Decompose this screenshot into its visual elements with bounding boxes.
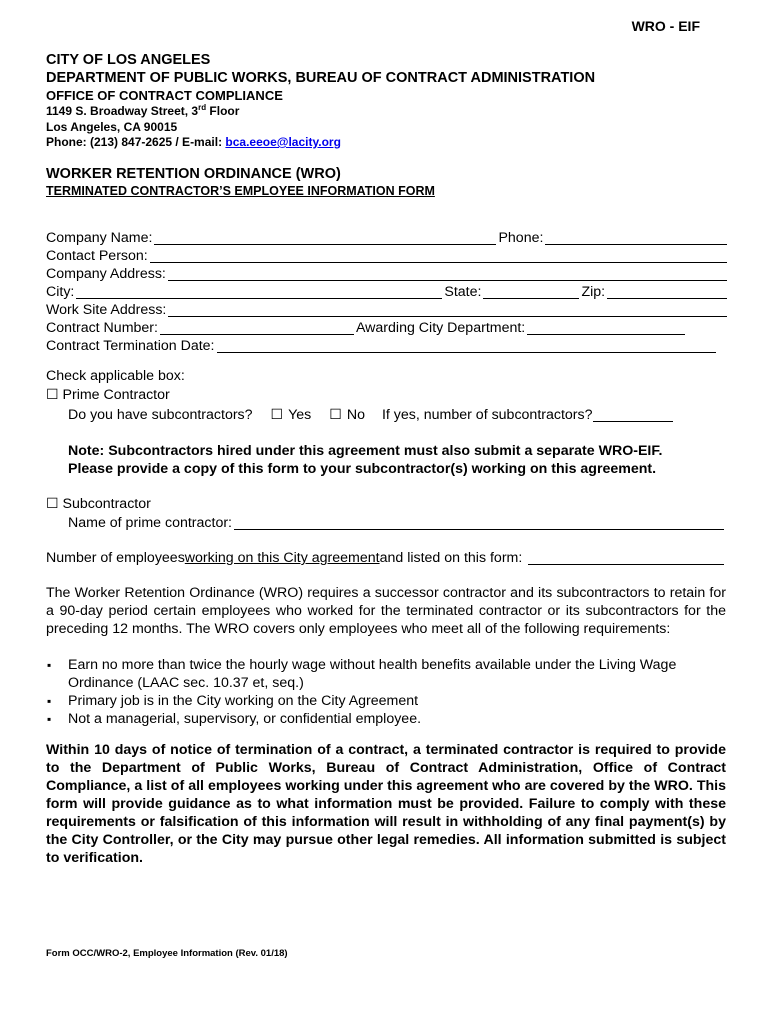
awarding-dept-label: Awarding City Department: [355,320,526,336]
subcontractor-note: Note: Subcontractors hired under this agreement must also submit a separate WRO-EIF. Please provide a copy of this form to your subcontractor(s) working on this agreement. [68,443,663,477]
contact-person-row [46,246,729,264]
employee-count-field[interactable] [528,550,724,565]
yes-label: Yes [288,407,312,423]
email-link[interactable]: bca.eeoe@lacity.org [225,135,341,149]
phone-label: Phone: [498,230,544,246]
contract-number-field[interactable] [160,320,354,335]
awarding-dept-field[interactable] [527,320,685,335]
if-yes-label: If yes, number of subcontractors? [381,407,593,423]
termination-date-row [46,336,718,354]
requirements-list [46,656,726,728]
list-item: ▪ Primary job is in the City working on the City Agreement [46,692,726,710]
prime-contractor-option: ☐ Prime Contractor [46,386,170,403]
no-checkbox[interactable]: ☐ [329,406,342,422]
form-footer: Form OCC/WRO-2, Employee Information (Rev. 01/18) [46,948,288,959]
form-code: WRO - EIF [631,18,700,34]
prime-contractor-checkbox[interactable]: ☐ [46,386,59,402]
phone-field[interactable] [545,230,727,245]
prime-name-row [68,513,726,531]
list-item: ▪ Earn no more than twice the hourly wage without health benefits available under the Living Wage Ordinance (LAAC sec. 10.37 et, seq.) [46,656,726,692]
subs-question-label: Do you have subcontractors? [68,407,253,423]
subcontractor-checkbox[interactable]: ☐ [46,495,59,511]
check-heading: Check applicable box: [46,368,185,384]
company-address-label: Company Address: [46,266,166,282]
city-address: Los Angeles, CA 90015 [46,120,178,134]
city-row [46,282,729,300]
work-site-field[interactable] [168,302,727,317]
state-field[interactable] [483,284,579,299]
contact-person-label: Contact Person: [46,248,148,264]
termination-date-field[interactable] [217,338,717,353]
city-label: City: [46,284,75,300]
subcontractor-option: ☐ Subcontractor [46,495,151,512]
contact-line: Phone: (213) 847-2625 / E-mail: bca.eeoe@lacity.org [46,135,341,149]
work-site-label: Work Site Address: [46,302,167,318]
employee-count-underlined: working on this City agreement [184,550,380,566]
company-name-field[interactable] [154,230,496,245]
work-site-row [46,300,729,318]
state-label: State: [444,284,482,300]
company-name-label: Company Name: [46,230,153,246]
prime-name-field[interactable] [234,515,724,530]
company-address-field[interactable] [168,266,727,281]
subcontractors-question-row [68,405,729,423]
yes-checkbox[interactable]: ☐ [270,406,284,422]
zip-field[interactable] [607,284,727,299]
zip-label: Zip: [581,284,606,300]
city-field[interactable] [76,284,442,299]
termination-date-label: Contract Termination Date: [46,338,215,354]
compliance-warning: Within 10 days of notice of termination of a contract, a terminated contractor is required to provide to the Department of Public Works, Bureau of Contract Administration, Office of Contract Compliance, a list of all employees working under this agreement who are covered by the WRO. This form will provide guidance as to what information must be provided. Failure to comply with these requirements or falsification of this information will result in withholding of any final payment(s) by the City Controller, or the City may pursue other legal remedies. All information submitted is subject to verification. [46,742,726,866]
street-address: 1149 S. Broadway Street, 3rd Floor [46,103,240,118]
wro-paragraph: The Worker Retention Ordinance (WRO) requires a successor contractor and its subcontractors to retain for a 90-day period certain employees who worked for the terminated contractor or its subcontractors for the preceding 12 months. The WRO covers only employees who meet all of the following requirements: [46,585,726,637]
company-address-row [46,264,729,282]
contract-number-label: Contract Number: [46,320,158,336]
contract-number-row [46,318,729,336]
department-heading: DEPARTMENT OF PUBLIC WORKS, BUREAU OF CONTRACT ADMINISTRATION [46,70,596,86]
subcontractor-count-field[interactable] [593,407,673,422]
city-heading: CITY OF LOS ANGELES [46,52,211,68]
no-label: No [346,407,365,423]
form-subtitle: TERMINATED CONTRACTOR’S EMPLOYEE INFORMATION FORM [46,184,435,198]
office-heading: OFFICE OF CONTRACT COMPLIANCE [46,88,283,103]
form-title: WORKER RETENTION ORDINANCE (WRO) [46,166,341,182]
employee-count-row: Number of employees working on this City agreement and listed on this form: [46,548,726,566]
prime-name-label: Name of prime contractor: [68,515,233,531]
company-name-row [46,228,729,246]
list-item: ▪ Not a managerial, supervisory, or confidential employee. [46,710,726,728]
contact-person-field[interactable] [150,248,727,263]
